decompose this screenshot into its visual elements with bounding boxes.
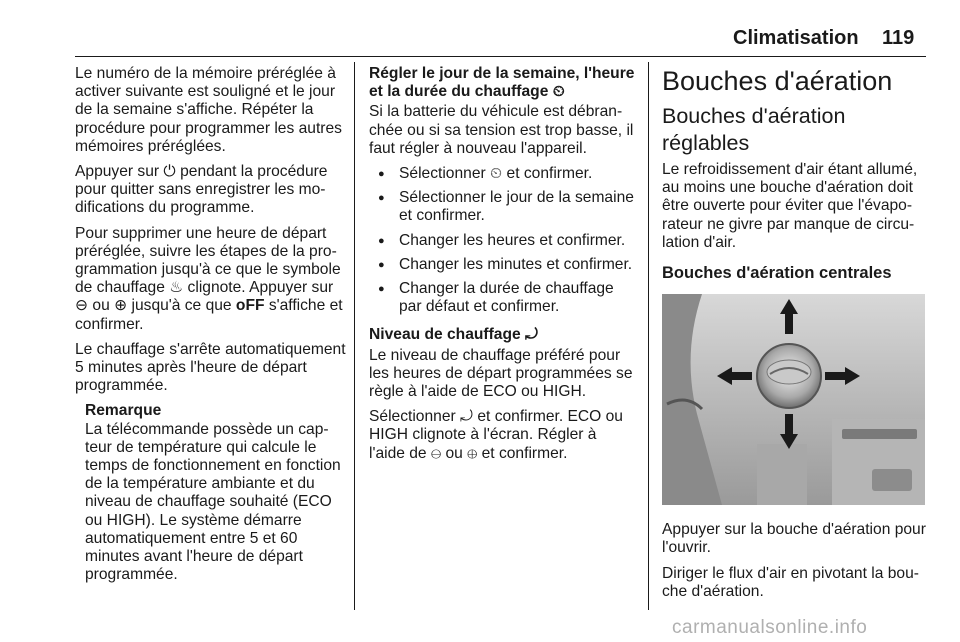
list-item: ● Sélectionner le jour de la semaine et confirmer.	[369, 189, 635, 225]
paragraph: Appuyer sur la bouche d'aération pour l'ouvrir.	[662, 521, 926, 557]
paragraph: Le chauffage s'arrête automatiquement 5 minutes après l'heure de départ programmée.	[75, 340, 346, 395]
column-2	[369, 65, 635, 470]
subsection-heading: Bouches d'aération centrales	[662, 264, 892, 283]
chapter-heading: Bouches d'aération	[662, 66, 893, 96]
off-label: oFF	[235, 297, 265, 315]
heat-level-icon: ⤾	[460, 408, 474, 426]
column-3	[662, 65, 930, 608]
paragraph: Diriger le flux d'air en pivotant la bouche d'aération.	[662, 564, 919, 600]
list-item: ● Changer les heures et confirmer.	[369, 232, 635, 250]
column-1	[75, 65, 350, 584]
column-divider-2	[648, 62, 649, 610]
note-box	[85, 402, 350, 584]
heat-level-icon: ⤾	[525, 326, 538, 344]
paragraph: Le numéro de la mémoire préréglée à activer suivante est souligné et le jour de la semaine s'affiche. Répéter la procédure pour programmer les autres mémoires préréglées.	[75, 65, 342, 155]
paragraph: Si la batterie du véhicule est débranchée ou si sa tension est trop basse, il faut régler à nouveau l'appareil.	[369, 103, 634, 157]
section-heading: Niveau de chauffage ⤾	[369, 326, 538, 344]
watermark: carmanualsonline.info	[672, 617, 868, 638]
heating-icon: ♨	[169, 279, 184, 297]
section-heading: Régler le jour de la semaine, l'heure et la durée du chauffage ⏲	[369, 65, 635, 101]
timer-icon: ⏲	[490, 165, 503, 183]
air-vent-photo	[662, 294, 925, 505]
bullet-list	[369, 165, 635, 316]
power-icon: ⏻	[163, 163, 176, 181]
plus-icon: ⊕	[114, 297, 128, 315]
list-item: ● Changer la durée de chauffage par défaut et confirmer.	[369, 280, 635, 316]
paragraph: Appuyer sur ⏻ pendant la procédure pour quitter sans enregistrer les modifications du programme.	[75, 163, 328, 217]
page-number: 119	[882, 27, 915, 49]
paragraph: Le niveau de chauffage préféré pour les heures de départ programmées se règle à l'aide de ECO ou HIGH.	[369, 346, 633, 401]
air-vent-illustration	[662, 294, 925, 505]
note-text: La télécommande possède un capteur de température qui calcule le temps de fonctionnement en fonction de la température ambiante et du niveau de chauffage souhaité (ECO ou HIGH). Le système démarre automatiquement entre 5 et 60 minutes avant l'heure de départ programmée.	[85, 420, 341, 584]
note-title: Remarque	[85, 402, 162, 420]
chapter-title: Climatisation	[733, 27, 859, 49]
minus-icon: ⊖	[430, 444, 442, 462]
paragraph: Pour supprimer une heure de départ préréglée, suivre les étapes de la programmation jusqu'à ce que le symbole de chauffage ♨ clignote. Appuyer sur ⊖ ou ⊕ jusqu'à ce que oFF s'affiche et confirmer.	[75, 224, 343, 333]
paragraph: Sélectionner ⤾ et confirmer. ECO ou HIGH clignote à l'écran. Régler à l'aide de ⊖ ou ⊕ et confirmer.	[369, 408, 623, 462]
list-item: ● Sélectionner ⏲ et confirmer.	[369, 165, 635, 183]
timer-icon: ⏲	[552, 83, 565, 101]
list-item: ● Changer les minutes et confirmer.	[369, 256, 635, 274]
column-divider-1	[354, 62, 355, 610]
header-rule	[75, 56, 926, 57]
minus-icon: ⊖	[75, 297, 89, 315]
section-heading: Bouches d'aération réglables	[662, 104, 846, 155]
plus-icon: ⊕	[467, 444, 478, 462]
paragraph: Le refroidissement d'air étant allumé, au moins une bouche d'aération doit être ouverte pour éviter que l'évaporateur ne givre par manque de circulation d'air.	[662, 161, 918, 251]
